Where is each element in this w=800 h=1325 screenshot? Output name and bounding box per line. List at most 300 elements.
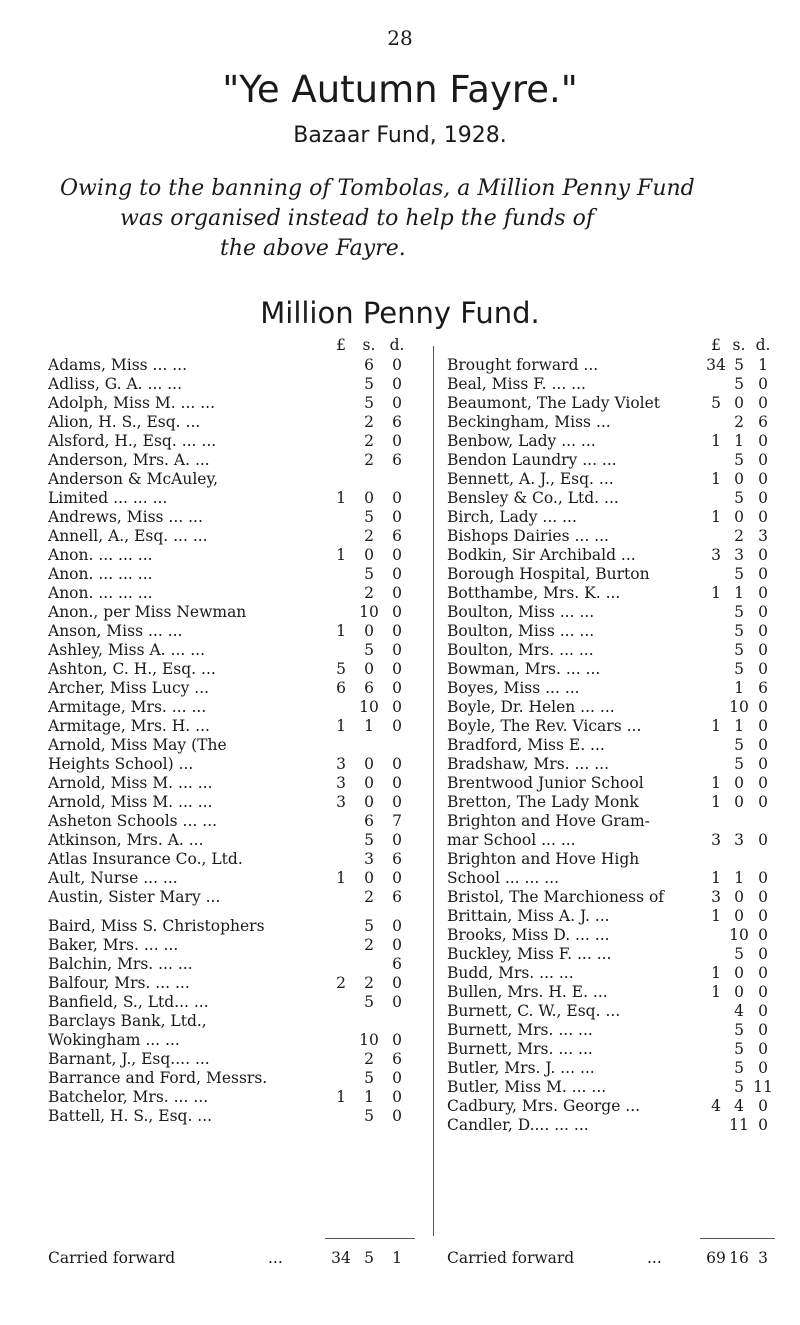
pence-value: 0 — [758, 926, 768, 944]
pence-value: 0 — [392, 489, 402, 507]
shillings-value: 3 — [734, 546, 744, 564]
shillings-value: 5 — [364, 1069, 374, 1087]
subscriber-row — [48, 375, 424, 394]
subscriber-name: Anson, Miss ... ... — [48, 622, 183, 640]
shillings-value: 5 — [364, 641, 374, 659]
pounds-value: 5 — [336, 660, 346, 678]
shillings-value: 1 — [734, 717, 744, 735]
pence-value: 0 — [758, 508, 768, 526]
subscriber-name: Balfour, Mrs. ... ... — [48, 974, 190, 992]
pence-value: 0 — [392, 869, 402, 887]
shillings-value: 5 — [734, 660, 744, 678]
shillings-value: 5 — [364, 375, 374, 393]
subscriber-row — [447, 489, 773, 508]
pence-value: 3 — [758, 527, 768, 545]
subscriber-name: Alion, H. S., Esq. ... — [48, 413, 201, 431]
subscriber-row — [447, 432, 773, 451]
shillings-value: 0 — [364, 660, 374, 678]
subscriber-row — [48, 888, 424, 907]
pence-value: 0 — [758, 1021, 768, 1039]
subscriber-row — [447, 565, 773, 584]
subscriber-row — [48, 356, 424, 375]
pence-value: 0 — [392, 603, 402, 621]
subscriber-row — [447, 1040, 773, 1059]
subscriber-row — [48, 869, 424, 888]
pence-value: 1 — [392, 1249, 402, 1267]
shillings-value: 6 — [364, 812, 374, 830]
pence-value: 0 — [758, 451, 768, 469]
shillings-value: 0 — [734, 793, 744, 811]
subscriber-row — [48, 717, 424, 736]
shillings-value: 0 — [734, 470, 744, 488]
subscriber-row — [48, 1050, 424, 1069]
subscriber-row — [48, 1088, 424, 1107]
subscriber-name: School ... ... ... — [447, 869, 560, 887]
subscriber-row — [48, 736, 424, 755]
subscriber-name: Bristol, The Marchioness of — [447, 888, 665, 906]
subscriber-row — [447, 375, 773, 394]
pence-value: 0 — [392, 432, 402, 450]
pence-value: 11 — [753, 1078, 773, 1096]
subscriber-row — [447, 1116, 773, 1135]
shillings-value: 5 — [734, 1059, 744, 1077]
subscriber-row — [48, 1107, 424, 1126]
subscriber-name: Bretton, The Lady Monk — [447, 793, 639, 811]
shillings-value: 5 — [734, 1021, 744, 1039]
subscriber-name: Beckingham, Miss ... — [447, 413, 611, 431]
shillings-value: 5 — [364, 394, 374, 412]
subscriber-row — [447, 603, 773, 622]
subscriber-name: Arnold, Miss M. ... ... — [48, 774, 213, 792]
pence-value: 0 — [392, 974, 402, 992]
subscriber-row — [447, 622, 773, 641]
currency-header — [447, 336, 773, 356]
shillings-value: 2 — [734, 413, 744, 431]
subscriber-row — [48, 1031, 424, 1050]
subscriber-row — [447, 869, 773, 888]
subscriber-row — [447, 983, 773, 1002]
subscriber-row — [48, 793, 424, 812]
pounds-value: 1 — [711, 470, 721, 488]
subscriber-name: Birch, Lady ... ... — [447, 508, 577, 526]
subscriber-row — [48, 451, 424, 470]
pence-value: 0 — [758, 622, 768, 640]
subscriber-name: Brittain, Miss A. J. ... — [447, 907, 610, 925]
shillings-value: 5 — [734, 451, 744, 469]
pounds-value: 3 — [711, 546, 721, 564]
pounds-header: £ — [336, 336, 346, 354]
subscriber-name: Ault, Nurse ... ... — [48, 869, 178, 887]
subscriber-name: Burnett, C. W., Esq. ... — [447, 1002, 621, 1020]
pence-value: 0 — [392, 1069, 402, 1087]
shillings-value: 0 — [364, 869, 374, 887]
subscriber-name: Armitage, Mrs. H. ... — [48, 717, 210, 735]
fund-heading: Million Penny Fund. — [260, 296, 540, 330]
section-gap — [48, 907, 424, 917]
subscriber-row — [447, 850, 773, 869]
subscriber-row — [48, 527, 424, 546]
subscriber-name: Arnold, Miss May (The — [48, 736, 227, 754]
pence-value: 0 — [392, 679, 402, 697]
subscriber-row — [48, 508, 424, 527]
pence-value: 0 — [758, 888, 768, 906]
subscriber-row — [48, 974, 424, 993]
subscriber-name: Baker, Mrs. ... ... — [48, 936, 179, 954]
pence-value: 0 — [392, 1031, 402, 1049]
subscriber-name: Balchin, Mrs. ... ... — [48, 955, 193, 973]
subscriber-name: mar School ... ... — [447, 831, 576, 849]
subscriber-name: Brentwood Junior School — [447, 774, 644, 792]
page-subtitle: Bazaar Fund, 1928. — [293, 123, 507, 148]
shillings-value: 5 — [734, 945, 744, 963]
shillings-value: 4 — [734, 1002, 744, 1020]
subscriber-row — [447, 964, 773, 983]
shillings-value: 2 — [364, 584, 374, 602]
subscriber-name: Buckley, Miss F. ... ... — [447, 945, 612, 963]
pence-value: 0 — [392, 622, 402, 640]
pence-value: 0 — [392, 755, 402, 773]
shillings-value: 5 — [364, 565, 374, 583]
subscriber-row — [447, 1002, 773, 1021]
shillings-value: 10 — [729, 926, 749, 944]
total-rule-right — [700, 1238, 775, 1239]
pounds-value: 34 — [706, 356, 726, 374]
subscriber-row — [48, 622, 424, 641]
subscriber-name: Anon. ... ... ... — [48, 584, 153, 602]
pence-value: 0 — [758, 1059, 768, 1077]
shillings-value: 0 — [734, 888, 744, 906]
shillings-value: 5 — [734, 622, 744, 640]
subscriber-name: Banfield, S., Ltd... ... — [48, 993, 209, 1011]
leader-dots: ... — [647, 1249, 662, 1267]
pence-value: 0 — [758, 1040, 768, 1058]
subscriber-name: Burnett, Mrs. ... ... — [447, 1040, 593, 1058]
subscriber-name: Boyle, Dr. Helen ... ... — [447, 698, 615, 716]
subscriber-name: Anderson, Mrs. A. ... — [48, 451, 210, 469]
subscriber-row — [447, 679, 773, 698]
right-carried-forward — [447, 1247, 773, 1269]
subscriber-name: Annell, A., Esq. ... ... — [48, 527, 208, 545]
subscriber-name: Boulton, Miss ... ... — [447, 622, 595, 640]
subscriber-row — [447, 356, 773, 375]
pence-value: 0 — [758, 432, 768, 450]
pence-value: 6 — [758, 679, 768, 697]
subscriber-name: Archer, Miss Lucy ... — [48, 679, 210, 697]
pence-value: 0 — [758, 736, 768, 754]
subscriber-row — [48, 565, 424, 584]
pence-value: 0 — [758, 641, 768, 659]
shillings-value: 16 — [729, 1249, 749, 1267]
pence-value: 0 — [392, 660, 402, 678]
subscriber-name: Andrews, Miss ... ... — [48, 508, 203, 526]
shillings-value: 0 — [364, 489, 374, 507]
page-number: 28 — [387, 26, 413, 50]
pence-value: 0 — [758, 698, 768, 716]
currency-header — [48, 336, 424, 356]
pounds-value: 1 — [711, 869, 721, 887]
shillings-value: 3 — [364, 850, 374, 868]
subscriber-row — [48, 470, 424, 489]
subscriber-row — [48, 679, 424, 698]
subscriber-row — [447, 812, 773, 831]
intro-line: Owing to the banning of Tombolas, a Million Penny Fund — [60, 176, 695, 201]
subscriber-row — [447, 907, 773, 926]
pence-value: 0 — [758, 660, 768, 678]
subscriber-name: Anderson & McAuley, — [48, 470, 219, 488]
subscriber-row — [48, 774, 424, 793]
subscriber-name: Bradford, Miss E. ... — [447, 736, 605, 754]
shillings-value: 5 — [734, 1040, 744, 1058]
subscriber-row — [48, 413, 424, 432]
subscriber-row — [447, 546, 773, 565]
pence-value: 0 — [758, 793, 768, 811]
pence-value: 0 — [392, 546, 402, 564]
shillings-value: 4 — [734, 1097, 744, 1115]
pounds-value: 1 — [711, 432, 721, 450]
subscriber-name: Barnant, J., Esq.... ... — [48, 1050, 210, 1068]
subscriber-name: Boyle, The Rev. Vicars ... — [447, 717, 642, 735]
shillings-value: 0 — [364, 774, 374, 792]
pence-value: 0 — [758, 907, 768, 925]
subscriber-row — [447, 1021, 773, 1040]
pounds-value: 1 — [336, 622, 346, 640]
pounds-value: 69 — [706, 1249, 726, 1267]
shillings-value: 3 — [734, 831, 744, 849]
pence-value: 0 — [758, 489, 768, 507]
shillings-value: 5 — [734, 489, 744, 507]
pounds-value: 4 — [711, 1097, 721, 1115]
shillings-value: 2 — [364, 888, 374, 906]
subscriber-name: Bowman, Mrs. ... ... — [447, 660, 601, 678]
subscriber-row — [447, 945, 773, 964]
subscriber-row — [48, 1012, 424, 1031]
subscriber-row — [447, 736, 773, 755]
subscriber-row — [447, 755, 773, 774]
subscriber-name: Adliss, G. A. ... ... — [48, 375, 183, 393]
pounds-value: 3 — [711, 888, 721, 906]
subscriber-name: Bodkin, Sir Archibald ... — [447, 546, 636, 564]
subscriber-row — [48, 993, 424, 1012]
subscriber-row — [48, 584, 424, 603]
shillings-value: 6 — [364, 356, 374, 374]
pence-value: 0 — [758, 964, 768, 982]
pounds-value: 34 — [331, 1249, 351, 1267]
shillings-value: 5 — [734, 641, 744, 659]
shillings-value: 5 — [364, 1107, 374, 1125]
pence-value: 6 — [392, 413, 402, 431]
subscriber-name: Barrance and Ford, Messrs. — [48, 1069, 268, 1087]
intro-paragraph — [60, 174, 750, 264]
pence-value: 0 — [392, 375, 402, 393]
subscriber-row — [48, 546, 424, 565]
subscriber-name: Adams, Miss ... ... — [48, 356, 188, 374]
subscriber-row — [447, 660, 773, 679]
pounds-value: 1 — [336, 489, 346, 507]
subscriber-name: Boulton, Miss ... ... — [447, 603, 595, 621]
subscriber-row — [48, 755, 424, 774]
subscriber-name: Cadbury, Mrs. George ... — [447, 1097, 641, 1115]
pounds-value: 5 — [711, 394, 721, 412]
shillings-value: 0 — [734, 983, 744, 1001]
total-rule-left — [325, 1238, 415, 1239]
subscriber-name: Anon., per Miss Newman — [48, 603, 247, 621]
shillings-value: 0 — [364, 622, 374, 640]
subscriber-row — [48, 1069, 424, 1088]
subscriber-name: Armitage, Mrs. ... ... — [48, 698, 207, 716]
pounds-value: 1 — [711, 774, 721, 792]
pence-value: 0 — [758, 546, 768, 564]
shillings-value: 5 — [734, 375, 744, 393]
subscriber-name: Boulton, Mrs. ... ... — [447, 641, 594, 659]
subscriber-name: Bradshaw, Mrs. ... ... — [447, 755, 610, 773]
pence-value: 0 — [392, 565, 402, 583]
pence-value: 0 — [392, 774, 402, 792]
pence-header: d. — [389, 336, 405, 354]
pounds-value: 3 — [711, 831, 721, 849]
subscriber-name: Boyes, Miss ... ... — [447, 679, 580, 697]
pence-value: 6 — [758, 413, 768, 431]
pence-value: 0 — [392, 584, 402, 602]
shillings-header: s. — [732, 336, 746, 354]
subscriber-row — [447, 717, 773, 736]
shillings-value: 6 — [364, 679, 374, 697]
pounds-value: 1 — [711, 964, 721, 982]
subscriber-name: Barclays Bank, Ltd., — [48, 1012, 207, 1030]
shillings-header: s. — [362, 336, 376, 354]
shillings-value: 5 — [364, 917, 374, 935]
shillings-value: 0 — [734, 394, 744, 412]
pounds-value: 1 — [711, 983, 721, 1001]
subscriber-row — [48, 660, 424, 679]
pence-value: 6 — [392, 888, 402, 906]
pence-value: 0 — [392, 641, 402, 659]
subscriber-name: Brooks, Miss D. ... ... — [447, 926, 610, 944]
shillings-value: 2 — [364, 1050, 374, 1068]
subscriber-row — [447, 527, 773, 546]
subscriber-row — [447, 508, 773, 527]
shillings-value: 5 — [734, 603, 744, 621]
shillings-value: 5 — [734, 736, 744, 754]
pence-value: 0 — [392, 356, 402, 374]
pence-value: 0 — [758, 717, 768, 735]
pence-value: 0 — [392, 394, 402, 412]
pence-value: 0 — [758, 755, 768, 773]
pounds-value: 1 — [711, 508, 721, 526]
pence-value: 0 — [758, 375, 768, 393]
subscriber-name: Brighton and Hove High — [447, 850, 640, 868]
subscriber-row — [48, 394, 424, 413]
shillings-value: 0 — [364, 793, 374, 811]
shillings-value: 5 — [734, 1078, 744, 1096]
shillings-value: 2 — [364, 527, 374, 545]
pence-value: 1 — [758, 356, 768, 374]
subscriber-row — [447, 774, 773, 793]
pounds-value: 6 — [336, 679, 346, 697]
subscriber-name: Bensley & Co., Ltd. ... — [447, 489, 619, 507]
shillings-value: 10 — [359, 1031, 379, 1049]
pounds-value: 3 — [336, 793, 346, 811]
shillings-value: 2 — [364, 413, 374, 431]
pence-value: 0 — [758, 584, 768, 602]
intro-line: was organised instead to help the funds of — [120, 206, 594, 231]
left-carried-forward — [48, 1247, 424, 1269]
subscriber-name: Butler, Mrs. J. ... ... — [447, 1059, 595, 1077]
subscriber-name: Asheton Schools ... ... — [48, 812, 218, 830]
subscriber-name: Borough Hospital, Burton — [447, 565, 650, 583]
pence-value: 0 — [392, 993, 402, 1011]
pounds-value: 1 — [711, 584, 721, 602]
subscriber-row — [48, 698, 424, 717]
pence-value: 0 — [758, 869, 768, 887]
shillings-value: 2 — [734, 527, 744, 545]
intro-line: the above Fayre. — [220, 236, 406, 261]
shillings-value: 5 — [364, 831, 374, 849]
pounds-value: 3 — [336, 774, 346, 792]
subscriber-name: Brighton and Hove Gram- — [447, 812, 650, 830]
subscriber-name: Beal, Miss F. ... ... — [447, 375, 586, 393]
pence-value: 3 — [758, 1249, 768, 1267]
subscriber-name: Atkinson, Mrs. A. ... — [48, 831, 204, 849]
subscriber-name: Limited ... ... ... — [48, 489, 168, 507]
subscriber-row — [447, 1097, 773, 1116]
subscriber-name: Baird, Miss S. Christophers — [48, 917, 265, 935]
shillings-value: 2 — [364, 451, 374, 469]
shillings-value: 5 — [364, 993, 374, 1011]
subscriber-row — [48, 850, 424, 869]
pence-value: 0 — [392, 1107, 402, 1125]
pence-value: 6 — [392, 955, 402, 973]
pence-value: 0 — [758, 945, 768, 963]
pence-value: 0 — [758, 1116, 768, 1134]
subscriber-name: Arnold, Miss M. ... ... — [48, 793, 213, 811]
shillings-value: 10 — [359, 698, 379, 716]
pounds-value: 1 — [336, 717, 346, 735]
subscriber-name: Bullen, Mrs. H. E. ... — [447, 983, 608, 1001]
pounds-value: 2 — [336, 974, 346, 992]
pence-value: 0 — [392, 936, 402, 954]
subscriber-row — [48, 432, 424, 451]
subscriber-name: Bennett, A. J., Esq. ... — [447, 470, 614, 488]
pence-value: 0 — [758, 983, 768, 1001]
pounds-value: 1 — [711, 717, 721, 735]
pounds-value: 1 — [336, 1088, 346, 1106]
shillings-value: 1 — [734, 869, 744, 887]
subscriber-name: Adolph, Miss M. ... ... — [48, 394, 216, 412]
pence-value: 0 — [392, 717, 402, 735]
subscriber-row — [447, 413, 773, 432]
subscriber-row — [48, 917, 424, 936]
shillings-value: 2 — [364, 974, 374, 992]
subscriber-name: Anon. ... ... ... — [48, 565, 153, 583]
subscriber-row — [48, 936, 424, 955]
subscriber-name: Wokingham ... ... — [48, 1031, 180, 1049]
subscriber-name: Austin, Sister Mary ... — [48, 888, 221, 906]
shillings-value: 0 — [734, 907, 744, 925]
shillings-value: 5 — [734, 755, 744, 773]
pence-value: 0 — [758, 565, 768, 583]
right-column — [447, 336, 773, 1135]
subscriber-row — [447, 470, 773, 489]
pence-value: 0 — [758, 1097, 768, 1115]
pence-header: d. — [755, 336, 771, 354]
subscriber-row — [447, 888, 773, 907]
pence-value: 0 — [392, 1088, 402, 1106]
shillings-value: 5 — [364, 1249, 374, 1267]
subscriber-name: Battell, H. S., Esq. ... — [48, 1107, 213, 1125]
pence-value: 0 — [392, 917, 402, 935]
subscriber-row — [48, 831, 424, 850]
subscriber-name: Ashton, C. H., Esq. ... — [48, 660, 216, 678]
